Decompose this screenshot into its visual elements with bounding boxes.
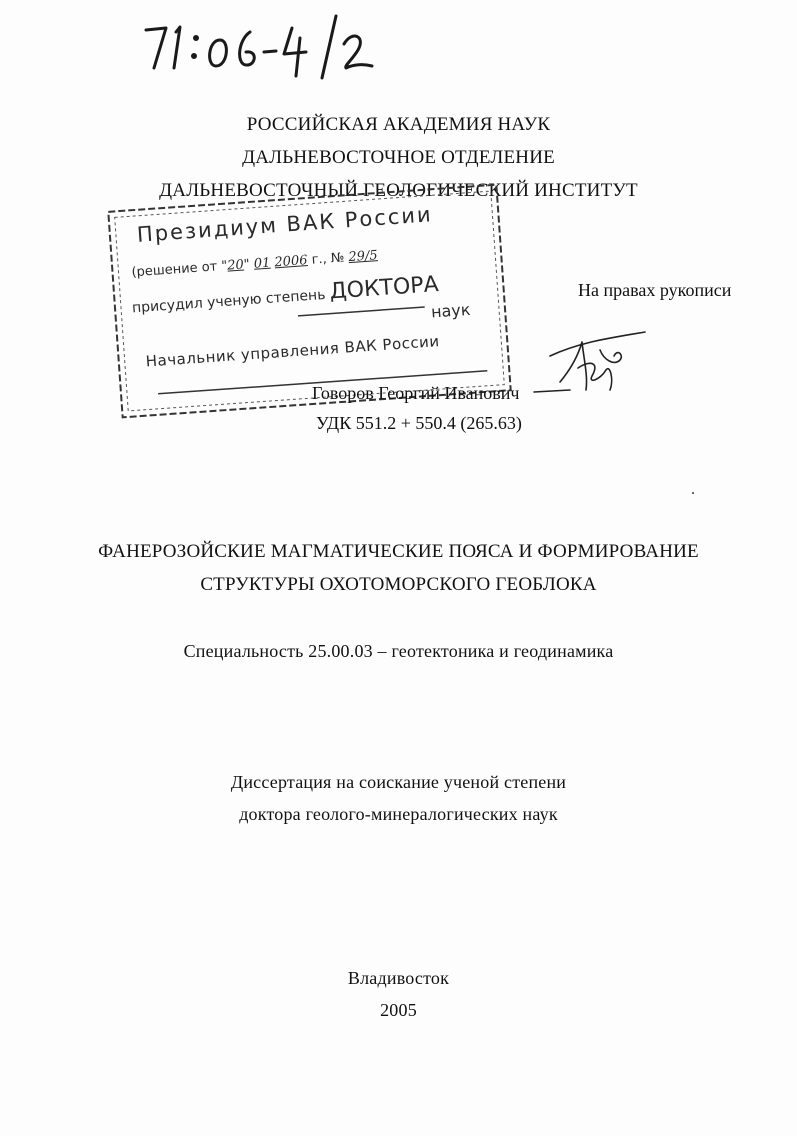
dissertation-line1: Диссертация на соискание ученой степени xyxy=(230,772,567,792)
stamp-science: наук xyxy=(430,299,472,322)
author-name: Говоров Георгий Иванович xyxy=(312,383,520,403)
specialty: Специальность 25.00.03 – геотектоника и геодинамика xyxy=(183,641,614,661)
branch-name: ДАЛЬНЕВОСТОЧНОЕ ОТДЕЛЕНИЕ xyxy=(242,147,555,168)
thesis-title-line2: СТРУКТУРЫ ОХОТОМОРСКОГО ГЕОБЛОКА xyxy=(200,574,597,595)
city: Владивосток xyxy=(347,968,450,988)
rights-note: На правах рукописи xyxy=(578,280,732,300)
udc-code: УДК 551.2 + 550.4 (265.63) xyxy=(316,413,522,433)
thesis-title-line1: ФАНЕРОЗОЙСКИЕ МАГМАТИЧЕСКИЕ ПОЯСА И ФОРМИРОВАНИЕ xyxy=(98,541,699,562)
scan-speck xyxy=(692,492,694,494)
dissertation-line2: доктора геолого-минералогических наук xyxy=(239,804,558,824)
signature xyxy=(530,320,650,400)
institute-name: ДАЛЬНЕВОСТОЧНЫЙ ГЕОЛОГИЧЕСКИЙ ИНСТИТУТ xyxy=(159,180,638,201)
year: 2005 xyxy=(380,1000,417,1020)
academy-name: РОССИЙСКАЯ АКАДЕМИЯ НАУК xyxy=(246,114,551,135)
stamp-decision-line: (решение от "20" 01 2006 г., № 29/5 xyxy=(131,248,379,281)
stamp-degree: ДОКТОРА xyxy=(328,271,440,305)
handwritten-archive-code xyxy=(140,10,400,80)
stamp-footer: Начальник управления ВАК России xyxy=(145,332,441,371)
stamp-award-line: присудил ученую степень ДОКТОРА xyxy=(131,271,440,317)
stamp-presidium: Президиум ВАК России xyxy=(136,202,434,247)
